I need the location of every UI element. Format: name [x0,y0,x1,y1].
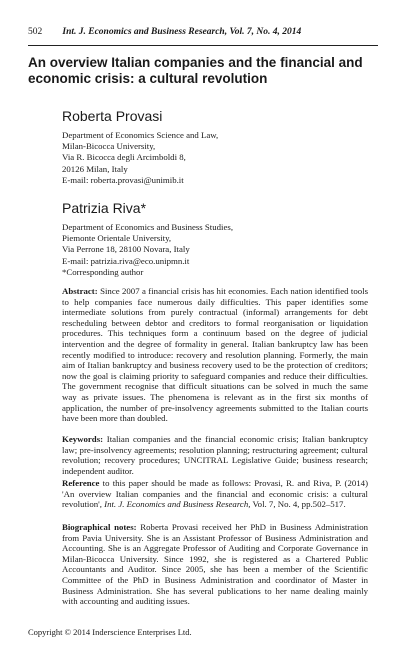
header-rule [28,45,378,46]
author-email: E-mail: roberta.provasi@unimib.it [62,174,184,185]
copyright-notice: Copyright © 2014 Inderscience Enterprises Ltd. [28,627,192,637]
keywords [62,434,368,476]
affiliation-line: Milan-Bicocca University, [62,141,156,152]
paper-title: An overview Italian companies and the financial and economic crisis: a cultural revolution [28,55,363,86]
author-name-provasi: Roberta Provasi [62,108,163,124]
keywords-label: Keywords: [62,434,104,444]
keywords-text: Italian companies and the financial economic crisis; Italian bankruptcy law; pre-insolvency agreements; resolution planning; restructuring agreement; cultural revolution; recovery procedures; UNCITRAL Legislative Guide; business research; independent auditor. [62,434,369,476]
affiliation-line: Department of Economics and Business Studies, [62,222,234,232]
author-affiliation-riva [62,222,233,278]
reference-label: Reference [62,478,100,488]
journal-citation: Int. J. Economics and Business Research, Vol. 7, No. 4, 2014 [62,27,302,37]
citation-reference [62,478,368,510]
corresponding-author-note: *Corresponding author [62,266,144,277]
affiliation-line: Piemonte Orientale University, [62,233,172,244]
page-number: 502 [28,27,43,37]
affiliation-line: 20126 Milan, Italy [62,163,128,174]
author-email: E-mail: patrizia.riva@eco.unipmn.it [62,255,190,266]
abstract-text: Since 2007 a financial crisis has hit economies. Each nation identified tools to help companies face numerous daily difficulties. This paper identifies some intermediate solutions from purely contractual (informal) arrangements for debt rescheduling between debtor and creditors to formal reorganisation or liquidation procedures. This techniques form a continuum based on the degree of judicial intervention and the degree of formality in general. Italian bankruptcy law has been recently modified to introduce: recovery and resolution planning. Formerly, the main aim of Italian bankruptcy and business recovery used to be the protection of creditors; now the goal is claiming priority to safeguard companies and reduce their difficulties. The government recognise that difficult situations can be solved in much the same way as private issues. The phenomena is relevant as in the first six months of application, the number of pre-insolvency agreements submitted to the Italian courts have been more than doubled. [62,286,369,424]
reference-volume: Vol. 7, No. 4, pp.502–517. [252,499,346,510]
bio-label: Biographical notes: [62,522,137,532]
running-header [28,27,301,37]
author-affiliation-provasi [62,130,218,186]
affiliation-line: Via R. Bicocca degli Arcimboldi 8, [62,152,186,163]
author-name-riva: Patrizia Riva* [62,200,147,216]
reference-text: to this paper should be made as follows: Provasi, R. and Riva, P. (2014) 'An overview Italian companies and the financial and economic crisis: a cultural revolution', [62,478,368,510]
abstract [62,286,368,424]
biographical-notes [62,522,368,607]
abstract-label: Abstract: [62,286,98,296]
reference-journal: Int. J. Economics and Business Research, [104,499,251,510]
affiliation-line: Via Perrone 18, 28100 Novara, Italy [62,244,190,255]
affiliation-line: Department of Economics Science and Law, [62,130,219,140]
bio-text: Roberta Provasi received her PhD in Business Administration from Pavia University. She is an Assistant Professor of Business Administration and Accounting. She is an Aggregate Professor of Auditing and Corporate Governance in Milan-Bicocca University. Since 1992, she is registered as a Chartered Public Accountants and Auditor. Since 2005, she has been a member of the Scientific Committee of the PhD in Business Administration and coordinator of Master in Business Administration. She has several publications to her name dealing mainly with accounting and auditing issues. [62,522,368,607]
